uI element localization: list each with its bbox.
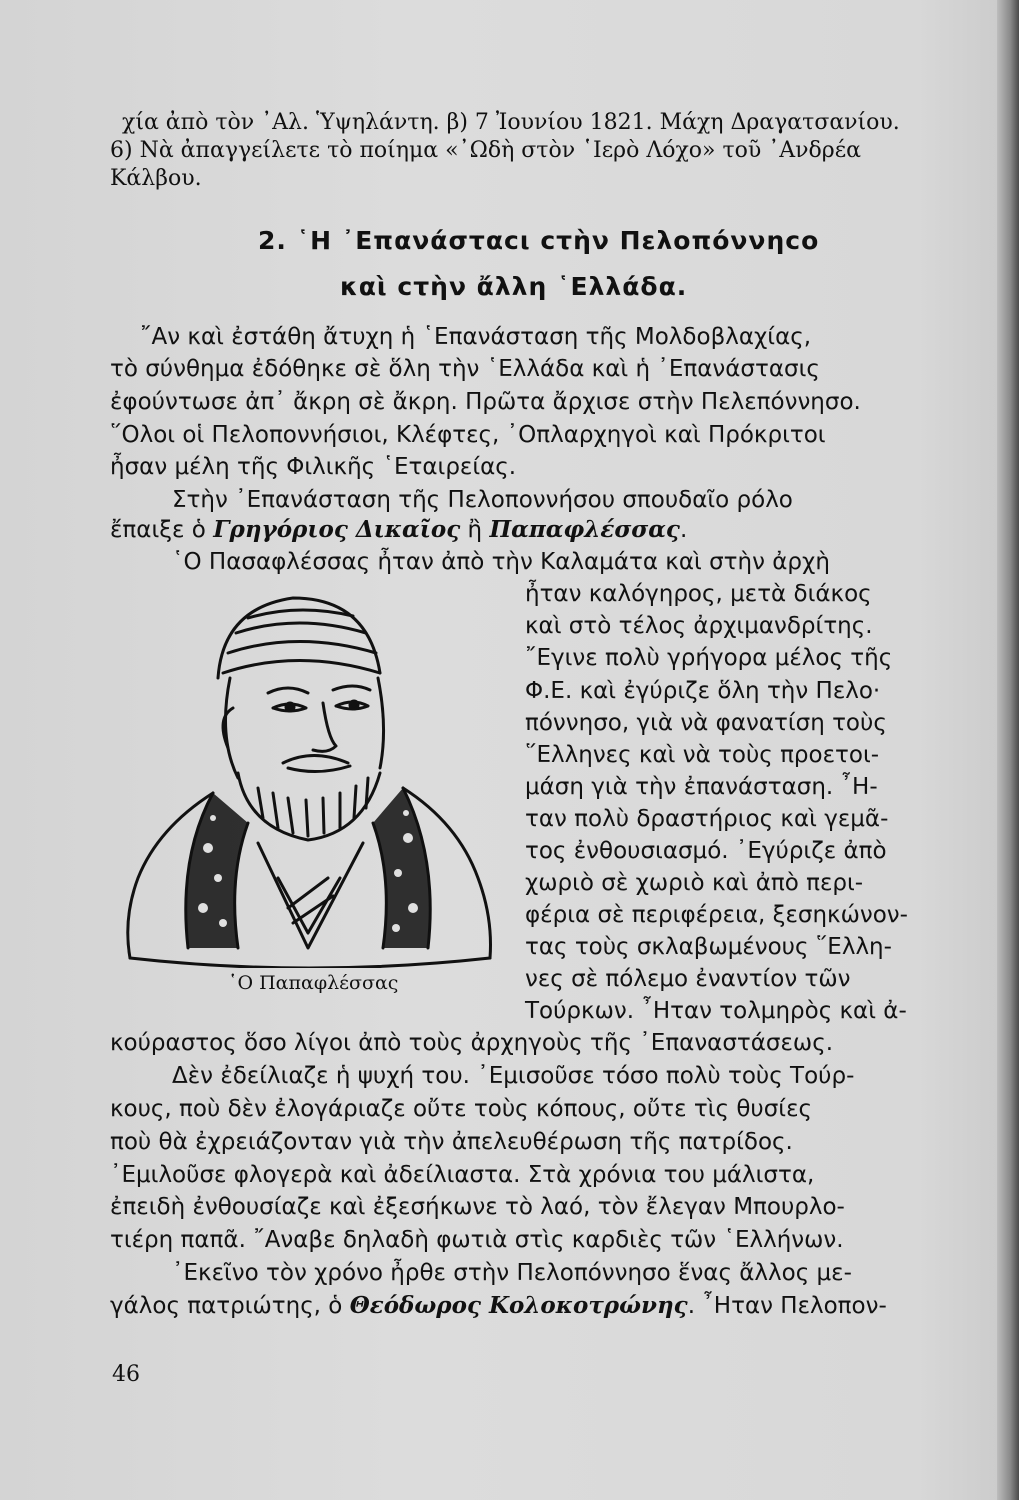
text-line: καὶ στὸ τέλος ἀρχιμανδρίτης. xyxy=(525,613,873,639)
text-line: μάση γιὰ τὴν ἐπανάσταση. ῏Η- xyxy=(525,774,878,800)
text-line: ῎Εγινε πολὺ γρήγορα μέλος τῆς xyxy=(525,645,893,671)
text-line: νες σὲ πόλεμο ἐναντίον τῶν xyxy=(525,966,851,992)
text-fragment: . xyxy=(679,517,688,543)
text-line xyxy=(110,515,687,545)
name-emphasis: Παπαφλέσσας xyxy=(489,516,680,543)
text-line: πόννησο, γιὰ νὰ φανατίση τοὺς xyxy=(525,710,887,736)
text-line: Φ.Ε. καὶ ἐγύριζε ὅλη τὴν Πελο· xyxy=(525,678,881,704)
text-line: Δὲν ἐδείλιαζε ἡ ψυχή του. ᾿Εμισοῦσε τόσο πολὺ τοὺς Τούρ- xyxy=(172,1063,855,1089)
portrait-caption: ῾Ο Παπαφλέσσας xyxy=(228,972,399,994)
text-line: ᾿Εκεῖνο τὸν χρόνο ἦρθε στὴν Πελοπόννησο ἕνας ἄλλος με- xyxy=(172,1260,852,1286)
text-line: ᾿Εμιλοῦσε φλογερὰ καὶ ἀδείλιαστα. Στὰ χρόνια του μάλιστα, xyxy=(110,1162,815,1188)
text-line: ἐφούντωσε ἀπ᾿ ἄκρη σὲ ἄκρη. Πρῶτα ἄρχισε στὴν Πελεπόννησο. xyxy=(110,389,861,415)
text-fragment: . ῏Ηταν Πελοπον- xyxy=(687,1293,887,1319)
book-spine-edge xyxy=(997,0,1019,1500)
text-line: τιέρη παπᾶ. ῎Αναβε δηλαδὴ φωτιὰ στὶς καρδιὲς τῶν ῾Ελλήνων. xyxy=(110,1227,844,1253)
text-line xyxy=(110,1291,887,1321)
text-fragment: ἢ xyxy=(467,517,483,543)
text-line: ποὺ θὰ ἐχρειάζονταν γιὰ τὴν ἀπελευθέρωση τῆς πατρίδος. xyxy=(110,1129,793,1155)
text-line: φέρια σὲ περιφέρεια, ξεσηκώνον- xyxy=(525,902,908,928)
text-line: κους, ποὺ δὲν ἐλογάριαζε οὔτε τοὺς κόπους, οὔτε τὶς θυσίες xyxy=(110,1096,813,1122)
name-emphasis: Γρηγόριος Δικαῖος xyxy=(213,516,461,543)
text-line: χωριὸ σὲ χωριὸ καὶ ἀπὸ περι- xyxy=(525,870,864,896)
text-line: ταν πολὺ δραστήριος καὶ γεμᾶ- xyxy=(525,806,889,832)
text-line: ἦταν καλόγηρος, μετὰ διάκος xyxy=(525,581,872,607)
section-heading: καὶ cτὴν ἄλλη ῾Ελλάδα. xyxy=(340,272,688,301)
text-line: ῾Ο Πασαφλέσσας ἦταν ἀπὸ τὴν Καλαμάτα καὶ στὴν ἀρχὴ xyxy=(172,549,830,575)
section-heading: 2. ῾Η ᾿Επανάσταcι cτὴν Πελοπόννηcο xyxy=(258,226,820,255)
papaflessas-portrait-image xyxy=(118,578,513,968)
text-line: ῞Ελληνες καὶ νὰ τοὺς προετοι- xyxy=(525,742,880,768)
text-line: ἐπειδὴ ἐνθουσίαζε καὶ ἐξεσήκωνε τὸ λαό, τὸν ἔλεγαν Μπουρλο- xyxy=(110,1194,845,1220)
text-line: τος ἐνθουσιασμό. ᾿Εγύριζε ἀπὸ xyxy=(525,838,887,864)
text-line: ῎Αν καὶ ἐστάθη ἄτυχη ἡ ῾Επανάσταση τῆς Μολδοβλαχίας, xyxy=(140,324,812,350)
text-line: Τούρκων. ῏Ηταν τολμηρὸς καὶ ἀ- xyxy=(525,998,907,1024)
text-line: Κάλβου. xyxy=(110,166,202,191)
text-line: χία ἀπὸ τὸν ᾿Αλ. Ὑψηλάντη. β) 7 Ἰουνίου 1821. Μάχη Δραγατσανίου. xyxy=(122,110,900,135)
text-fragment: ἔπαιξε ὁ xyxy=(110,517,206,543)
text-line: τὸ σύνθημα ἐδόθηκε σὲ ὅλη τὴν ῾Ελλάδα καὶ ἡ ᾿Επανάστασις xyxy=(110,356,820,382)
page-number: 46 xyxy=(112,1362,140,1387)
text-line: ῞Ολοι οἱ Πελοποννήσιοι, Κλέφτες, ᾿Οπλαρχηγοὶ καὶ Πρόκριτοι xyxy=(110,422,826,448)
text-line: Στὴν ᾿Επανάσταση τῆς Πελοποννήσου σπουδαῖο ρόλο xyxy=(172,487,793,513)
text-fragment: γάλος πατριώτης, ὁ xyxy=(110,1293,343,1319)
text-line: 6) Νὰ ἀπαγγείλετε τὸ ποίημα «᾿Ωδὴ στὸν ῾Ιερὸ Λόχο» τοῦ ᾿Ανδρέα xyxy=(110,138,861,163)
text-line: ἦσαν μέλη τῆς Φιλικῆς ῾Εταιρείας. xyxy=(110,454,517,480)
text-line: τας τοὺς σκλαβωμένους ῞Ελλη- xyxy=(525,934,892,960)
name-emphasis: Θεόδωρος Κολοκοτρώνης xyxy=(349,1292,688,1319)
text-line: κούραστος ὅσο λίγοι ἀπὸ τοὺς ἀρχηγοὺς τῆς ᾿Επαναστάσεως. xyxy=(110,1030,834,1056)
